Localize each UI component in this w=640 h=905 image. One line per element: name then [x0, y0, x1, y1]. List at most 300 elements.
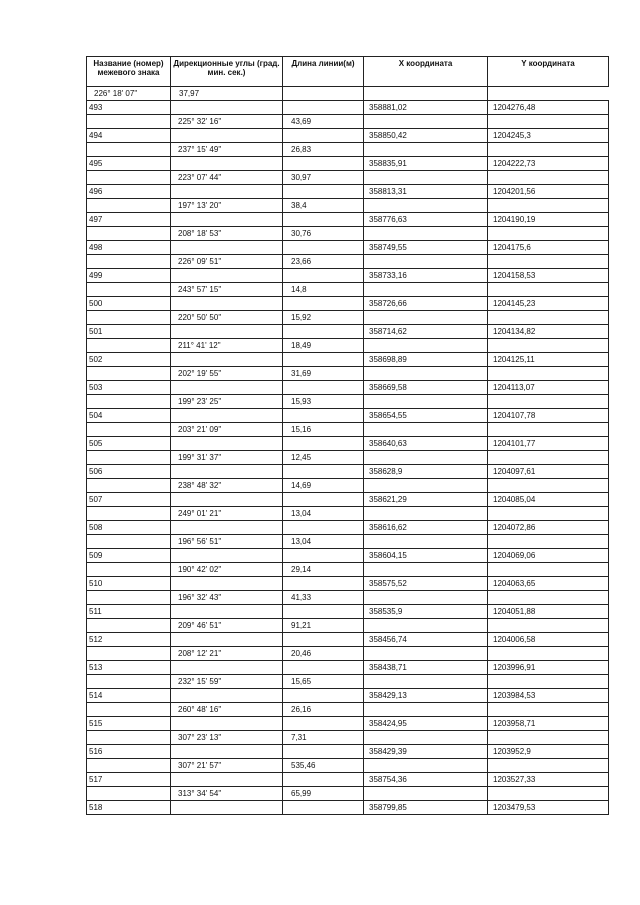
empty-cell — [171, 773, 283, 787]
empty-cell — [87, 143, 171, 157]
segment-length-cell: 26,83 — [283, 143, 364, 157]
empty-cell — [87, 759, 171, 773]
y-coordinate-cell: 1203527,33 — [488, 773, 609, 787]
empty-cell — [488, 787, 609, 801]
point-name-cell: 516 — [87, 745, 171, 759]
x-coordinate-cell: 358776,63 — [364, 213, 488, 227]
point-name-cell: 499 — [87, 269, 171, 283]
header-line-length: Длина линии(м) — [283, 57, 364, 87]
empty-cell — [364, 339, 488, 353]
point-row — [87, 157, 609, 171]
empty-cell — [171, 101, 283, 115]
empty-cell — [364, 479, 488, 493]
y-coordinate-cell: 1204063,65 — [488, 577, 609, 591]
segment-length-cell: 30,97 — [283, 171, 364, 185]
empty-cell — [171, 605, 283, 619]
y-coordinate-cell: 1204085,04 — [488, 493, 609, 507]
empty-cell — [87, 703, 171, 717]
empty-cell — [364, 787, 488, 801]
y-coordinate-cell: 1203984,53 — [488, 689, 609, 703]
empty-cell — [283, 521, 364, 535]
empty-cell — [87, 647, 171, 661]
y-coordinate-cell: 1204072,86 — [488, 521, 609, 535]
segment-angle-cell: 199° 31' 37" — [171, 451, 283, 465]
empty-cell — [87, 255, 171, 269]
x-coordinate-cell: 358429,13 — [364, 689, 488, 703]
empty-cell — [283, 241, 364, 255]
point-row — [87, 269, 609, 283]
point-name-cell: 506 — [87, 465, 171, 479]
point-name-cell: 515 — [87, 717, 171, 731]
empty-cell — [283, 437, 364, 451]
point-row — [87, 213, 609, 227]
segment-length-cell: 41,33 — [283, 591, 364, 605]
segment-row — [87, 311, 609, 325]
point-name-cell: 518 — [87, 801, 171, 815]
segment-angle-cell: 260° 48' 16" — [171, 703, 283, 717]
segment-row — [87, 619, 609, 633]
x-coordinate-cell: 358640,63 — [364, 437, 488, 451]
empty-cell — [488, 115, 609, 129]
empty-cell — [171, 633, 283, 647]
point-row — [87, 241, 609, 255]
empty-cell — [488, 143, 609, 157]
segment-angle-cell: 197° 13' 20" — [171, 199, 283, 213]
point-row — [87, 409, 609, 423]
empty-cell — [364, 87, 488, 101]
segment-row — [87, 87, 609, 101]
point-name-cell: 512 — [87, 633, 171, 647]
segment-angle-cell: 199° 23' 25" — [171, 395, 283, 409]
header-x-coordinate: X координата — [364, 57, 488, 87]
segment-length-cell: 13,04 — [283, 507, 364, 521]
segment-row — [87, 507, 609, 521]
point-row — [87, 577, 609, 591]
empty-cell — [283, 633, 364, 647]
segment-angle-cell: 223° 07' 44" — [171, 171, 283, 185]
x-coordinate-cell: 358429,39 — [364, 745, 488, 759]
empty-cell — [364, 591, 488, 605]
point-name-cell: 509 — [87, 549, 171, 563]
segment-angle-cell: 196° 56' 51" — [171, 535, 283, 549]
x-coordinate-cell: 358714,62 — [364, 325, 488, 339]
segment-row — [87, 731, 609, 745]
y-coordinate-cell: 1204201,56 — [488, 185, 609, 199]
point-name-cell: 503 — [87, 381, 171, 395]
empty-cell — [171, 689, 283, 703]
empty-cell — [87, 339, 171, 353]
empty-cell — [171, 241, 283, 255]
segment-row — [87, 787, 609, 801]
segment-angle-cell: 211° 41' 12" — [171, 339, 283, 353]
y-coordinate-cell: 1204107,78 — [488, 409, 609, 423]
segment-row — [87, 451, 609, 465]
y-coordinate-cell: 1203479,53 — [488, 801, 609, 815]
empty-cell — [171, 381, 283, 395]
point-row — [87, 129, 609, 143]
empty-cell — [171, 493, 283, 507]
point-name-cell: 502 — [87, 353, 171, 367]
empty-cell — [488, 367, 609, 381]
segment-length-cell: 12,45 — [283, 451, 364, 465]
segment-length-cell: 535,46 — [283, 759, 364, 773]
point-row — [87, 353, 609, 367]
segment-angle-cell: 238° 48' 32" — [171, 479, 283, 493]
header-point-name: Название (номер) межевого знака — [87, 57, 171, 87]
point-name-cell: 511 — [87, 605, 171, 619]
empty-cell — [488, 311, 609, 325]
empty-cell — [87, 423, 171, 437]
point-name-cell: 495 — [87, 157, 171, 171]
empty-cell — [364, 143, 488, 157]
segment-row — [87, 423, 609, 437]
empty-cell — [283, 87, 364, 101]
empty-cell — [87, 507, 171, 521]
empty-cell — [488, 479, 609, 493]
empty-cell — [364, 675, 488, 689]
segment-angle-cell: 226° 09' 51" — [171, 255, 283, 269]
segment-length-cell: 14,69 — [283, 479, 364, 493]
empty-cell — [488, 283, 609, 297]
point-name-cell: 507 — [87, 493, 171, 507]
point-row — [87, 437, 609, 451]
point-name-cell: 504 — [87, 409, 171, 423]
segment-length-cell: 15,93 — [283, 395, 364, 409]
point-row — [87, 325, 609, 339]
empty-cell — [171, 213, 283, 227]
empty-cell — [488, 563, 609, 577]
empty-cell — [87, 171, 171, 185]
empty-cell — [283, 269, 364, 283]
x-coordinate-cell: 358424,95 — [364, 717, 488, 731]
point-row — [87, 549, 609, 563]
empty-cell — [171, 409, 283, 423]
y-coordinate-cell: 1204097,61 — [488, 465, 609, 479]
x-coordinate-cell: 358881,02 — [364, 101, 488, 115]
empty-cell — [488, 171, 609, 185]
x-coordinate-cell: 358754,36 — [364, 773, 488, 787]
empty-cell — [488, 423, 609, 437]
empty-cell — [87, 451, 171, 465]
empty-cell — [364, 199, 488, 213]
empty-cell — [171, 801, 283, 815]
y-coordinate-cell: 1204245,3 — [488, 129, 609, 143]
segment-row — [87, 339, 609, 353]
point-name-cell: 493 — [87, 101, 171, 115]
empty-cell — [364, 759, 488, 773]
segment-row — [87, 255, 609, 269]
segment-angle-cell: 203° 21' 09" — [171, 423, 283, 437]
empty-cell — [364, 563, 488, 577]
x-coordinate-cell: 358799,85 — [364, 801, 488, 815]
point-row — [87, 633, 609, 647]
empty-cell — [283, 745, 364, 759]
empty-cell — [488, 591, 609, 605]
empty-cell — [171, 437, 283, 451]
segment-length-cell: 18,49 — [283, 339, 364, 353]
segment-angle-cell: 202° 19' 55" — [171, 367, 283, 381]
empty-cell — [171, 549, 283, 563]
segment-row — [87, 367, 609, 381]
empty-cell — [171, 129, 283, 143]
point-row — [87, 101, 609, 115]
empty-cell — [87, 675, 171, 689]
y-coordinate-cell: 1203952,9 — [488, 745, 609, 759]
point-name-cell: 508 — [87, 521, 171, 535]
segment-row — [87, 199, 609, 213]
x-coordinate-cell: 358654,55 — [364, 409, 488, 423]
x-coordinate-cell: 358616,62 — [364, 521, 488, 535]
empty-cell — [488, 199, 609, 213]
y-coordinate-cell: 1203958,71 — [488, 717, 609, 731]
point-row — [87, 605, 609, 619]
y-coordinate-cell: 1204101,77 — [488, 437, 609, 451]
point-name-cell: 494 — [87, 129, 171, 143]
segment-row — [87, 591, 609, 605]
empty-cell — [488, 451, 609, 465]
empty-cell — [87, 591, 171, 605]
empty-cell — [364, 171, 488, 185]
segment-angle-cell: 190° 42' 02" — [171, 563, 283, 577]
point-row — [87, 661, 609, 675]
segment-length-cell: 15,16 — [283, 423, 364, 437]
empty-cell — [488, 255, 609, 269]
empty-cell — [283, 689, 364, 703]
y-coordinate-cell: 1204190,19 — [488, 213, 609, 227]
empty-cell — [364, 703, 488, 717]
point-name-cell: 505 — [87, 437, 171, 451]
y-coordinate-cell: 1204175,6 — [488, 241, 609, 255]
segment-length-cell: 20,46 — [283, 647, 364, 661]
empty-cell — [87, 115, 171, 129]
segment-row — [87, 283, 609, 297]
empty-cell — [87, 479, 171, 493]
empty-cell — [283, 801, 364, 815]
x-coordinate-cell: 358835,91 — [364, 157, 488, 171]
x-coordinate-cell: 358726,66 — [364, 297, 488, 311]
point-name-cell: 500 — [87, 297, 171, 311]
x-coordinate-cell: 358575,52 — [364, 577, 488, 591]
empty-cell — [488, 731, 609, 745]
segment-angle-cell: 208° 18' 53" — [171, 227, 283, 241]
segment-length-cell: 31,69 — [283, 367, 364, 381]
empty-cell — [488, 759, 609, 773]
table-body — [87, 87, 609, 815]
empty-cell — [488, 507, 609, 521]
segment-length-cell: 29,14 — [283, 563, 364, 577]
empty-cell — [364, 619, 488, 633]
header-row — [87, 57, 609, 87]
header-direction-angle: Дирекционные углы (град. мин. сек.) — [171, 57, 283, 87]
empty-cell — [171, 325, 283, 339]
empty-cell — [171, 521, 283, 535]
y-coordinate-cell: 1204113,07 — [488, 381, 609, 395]
empty-cell — [488, 395, 609, 409]
point-row — [87, 521, 609, 535]
empty-cell — [87, 199, 171, 213]
empty-cell — [283, 213, 364, 227]
x-coordinate-cell: 358438,71 — [364, 661, 488, 675]
point-row — [87, 493, 609, 507]
segment-row — [87, 143, 609, 157]
segment-angle-cell: 226° 18' 07" — [87, 87, 171, 101]
segment-length-cell: 38,4 — [283, 199, 364, 213]
segment-length-cell: 15,65 — [283, 675, 364, 689]
x-coordinate-cell: 358850,42 — [364, 129, 488, 143]
empty-cell — [87, 227, 171, 241]
segment-angle-cell: 313° 34' 54" — [171, 787, 283, 801]
empty-cell — [87, 395, 171, 409]
point-row — [87, 745, 609, 759]
y-coordinate-cell: 1204134,82 — [488, 325, 609, 339]
segment-row — [87, 115, 609, 129]
segment-row — [87, 675, 609, 689]
y-coordinate-cell: 1204276,48 — [488, 101, 609, 115]
segment-length-cell: 65,99 — [283, 787, 364, 801]
empty-cell — [283, 493, 364, 507]
header-y-coordinate: Y координата — [488, 57, 609, 87]
empty-cell — [488, 675, 609, 689]
segment-length-cell: 91,21 — [283, 619, 364, 633]
empty-cell — [283, 185, 364, 199]
table-header — [87, 57, 609, 87]
empty-cell — [283, 101, 364, 115]
empty-cell — [364, 647, 488, 661]
segment-angle-cell: 237° 15' 49" — [171, 143, 283, 157]
segment-row — [87, 171, 609, 185]
empty-cell — [488, 703, 609, 717]
empty-cell — [283, 381, 364, 395]
x-coordinate-cell: 358733,16 — [364, 269, 488, 283]
empty-cell — [364, 283, 488, 297]
empty-cell — [283, 465, 364, 479]
point-name-cell: 514 — [87, 689, 171, 703]
empty-cell — [488, 619, 609, 633]
segment-row — [87, 563, 609, 577]
point-name-cell: 513 — [87, 661, 171, 675]
empty-cell — [87, 787, 171, 801]
segment-angle-cell: 249° 01' 21" — [171, 507, 283, 521]
segment-row — [87, 647, 609, 661]
document-sheet — [86, 56, 608, 815]
segment-length-cell: 7,31 — [283, 731, 364, 745]
segment-length-cell: 43,69 — [283, 115, 364, 129]
point-row — [87, 773, 609, 787]
empty-cell — [87, 283, 171, 297]
point-name-cell: 496 — [87, 185, 171, 199]
point-row — [87, 689, 609, 703]
empty-cell — [364, 227, 488, 241]
segment-row — [87, 759, 609, 773]
empty-cell — [171, 465, 283, 479]
empty-cell — [283, 157, 364, 171]
empty-cell — [364, 507, 488, 521]
segment-length-cell: 23,66 — [283, 255, 364, 269]
empty-cell — [283, 325, 364, 339]
empty-cell — [283, 409, 364, 423]
segment-length-cell: 26,16 — [283, 703, 364, 717]
empty-cell — [283, 717, 364, 731]
x-coordinate-cell: 358604,15 — [364, 549, 488, 563]
point-row — [87, 185, 609, 199]
empty-cell — [87, 619, 171, 633]
x-coordinate-cell: 358621,29 — [364, 493, 488, 507]
segment-angle-cell: 307° 21' 57" — [171, 759, 283, 773]
empty-cell — [87, 311, 171, 325]
segment-length-cell: 15,92 — [283, 311, 364, 325]
y-coordinate-cell: 1204222,73 — [488, 157, 609, 171]
empty-cell — [283, 297, 364, 311]
point-row — [87, 381, 609, 395]
empty-cell — [488, 227, 609, 241]
point-name-cell: 497 — [87, 213, 171, 227]
x-coordinate-cell: 358456,74 — [364, 633, 488, 647]
segment-row — [87, 395, 609, 409]
segment-row — [87, 227, 609, 241]
empty-cell — [364, 255, 488, 269]
empty-cell — [87, 367, 171, 381]
y-coordinate-cell: 1204145,23 — [488, 297, 609, 311]
point-row — [87, 717, 609, 731]
x-coordinate-cell: 358669,58 — [364, 381, 488, 395]
y-coordinate-cell: 1203996,91 — [488, 661, 609, 675]
empty-cell — [283, 605, 364, 619]
empty-cell — [283, 549, 364, 563]
x-coordinate-cell: 358698,89 — [364, 353, 488, 367]
segment-length-cell: 30,76 — [283, 227, 364, 241]
point-name-cell: 510 — [87, 577, 171, 591]
empty-cell — [364, 451, 488, 465]
segment-angle-cell: 220° 50' 50" — [171, 311, 283, 325]
empty-cell — [283, 577, 364, 591]
empty-cell — [364, 535, 488, 549]
x-coordinate-cell: 358749,55 — [364, 241, 488, 255]
empty-cell — [87, 731, 171, 745]
point-name-cell: 501 — [87, 325, 171, 339]
empty-cell — [364, 367, 488, 381]
empty-cell — [171, 577, 283, 591]
point-row — [87, 801, 609, 815]
empty-cell — [488, 339, 609, 353]
point-name-cell: 517 — [87, 773, 171, 787]
segment-length-cell: 37,97 — [171, 87, 283, 101]
segment-length-cell: 13,04 — [283, 535, 364, 549]
segment-angle-cell: 232° 15' 59" — [171, 675, 283, 689]
empty-cell — [283, 661, 364, 675]
point-row — [87, 297, 609, 311]
empty-cell — [283, 129, 364, 143]
empty-cell — [364, 731, 488, 745]
x-coordinate-cell: 358535,9 — [364, 605, 488, 619]
empty-cell — [364, 115, 488, 129]
y-coordinate-cell: 1204051,88 — [488, 605, 609, 619]
segment-row — [87, 703, 609, 717]
x-coordinate-cell: 358813,31 — [364, 185, 488, 199]
segment-angle-cell: 243° 57' 15" — [171, 283, 283, 297]
segment-row — [87, 535, 609, 549]
empty-cell — [171, 297, 283, 311]
empty-cell — [283, 353, 364, 367]
segment-angle-cell: 307° 23' 13" — [171, 731, 283, 745]
segment-angle-cell: 225° 32' 16" — [171, 115, 283, 129]
empty-cell — [488, 535, 609, 549]
segment-angle-cell: 196° 32' 43" — [171, 591, 283, 605]
empty-cell — [171, 661, 283, 675]
y-coordinate-cell: 1204158,53 — [488, 269, 609, 283]
point-name-cell: 498 — [87, 241, 171, 255]
empty-cell — [364, 395, 488, 409]
empty-cell — [171, 717, 283, 731]
